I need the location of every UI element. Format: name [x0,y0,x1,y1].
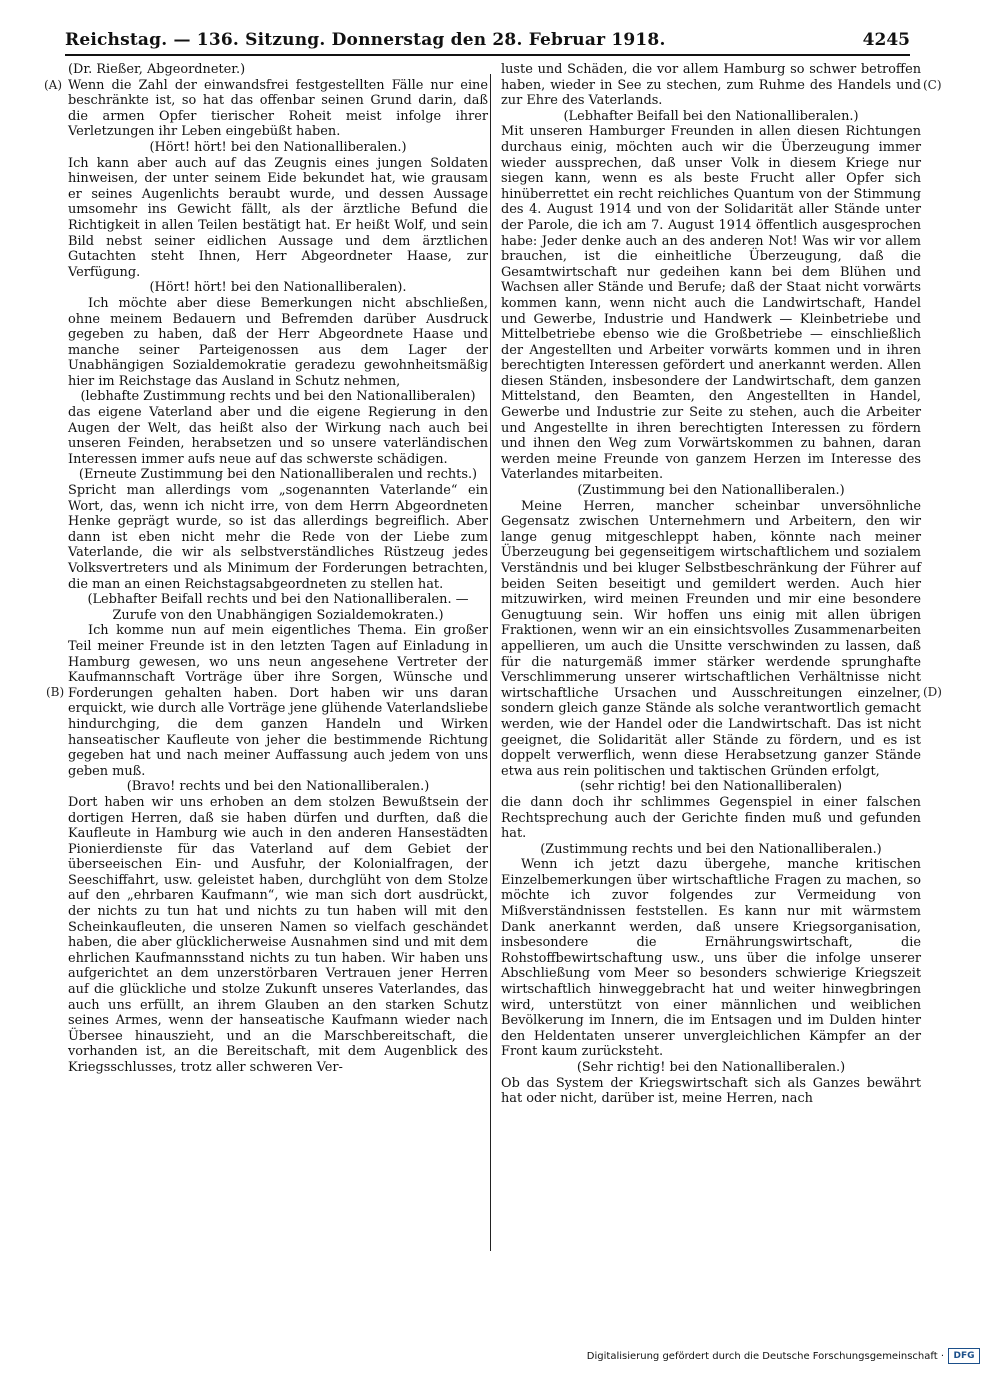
interjection: (Hört! hört! bei den Nationalliberalen.) [149,139,407,155]
paragraph: Spricht man allerdings vom „sogenannten Vaterlande“ ein Wort, das, wenn ich nicht irre, von dem Herrn Abgeordneten Henke geprägt wurde, so ist das allerdings begreiflich. Aber dann ist eben nicht mehr die Rede von der Liebe zum Vaterlande, die wir als selbstverständliches Rüstzeug jedes Volksvertreters und als Minimum der Forderungen betrachten, die man an einen Reichstagsabgeordneten zu stellen hat. [68,483,488,592]
interjection: (sehr richtig! bei den Nationalliberalen) [579,779,843,795]
paragraph: Ich möchte aber diese Bemerkungen nicht abschließen, ohne meinem Bedauern und Befremden darüber Ausdruck gegeben zu haben, daß der Herr Abgeordnete Haase und manche seiner Parteigenossen aus dem Lager der Unabhängigen Sozialdemokratie geradezu gewohnheitsmäßig hier im Reichstage das Ausland in Schutz nehmen, [68,295,488,389]
paragraph: Ich komme nun auf mein eigentliches Thema. Ein großer Teil meiner Freunde ist in den letzten Tagen auf Einladung in Hamburg gewesen, wo uns neun angesehene Vertreter der Kaufmannschaft Vorträge über ihre Sorgen, Wünsche und Forderungen gehalten haben. Dort haben wir uns daran erquickt, wie durch alle Vorträge jene glühende Vaterlandsliebe hindurchging, die dem ganzen Handeln und Wirken hanseatischer Kaufleute von jeher die bestimmende Richtung gegeben hat und nach meiner Auffassung auch jedem von uns geben muß. [68,623,488,779]
paragraph: Wenn die Zahl der einwandsfrei festgestellten Fälle nur eine beschränkte ist, so hat das offenbar seinen Grund darin, daß die armen Opfer tierischer Roheit meist infolge ihrer Verletzungen ihr Leben eingebüßt haben. [68,77,488,140]
page-number: 4245 [862,30,910,50]
paragraph: Dort haben wir uns erhoben an dem stolzen Bewußtsein der dortigen Herren, daß sie haben dürfen und durften, daß die Kaufleute in Hamburg wie auch in den anderen Hansestädten Pionierdienste für das Vaterland auf dem Gebiet der überseeischen Ein- und Ausfuhr, der Kolonialfragen, der Seeschiffahrt, usw. geleistet haben, durchglüht von dem Stolze auf den „ehrbaren Kaufmann“, wie man sich dort ausdrückt, der nichts zu tun hat und nichts zu tun haben will mit den Scheinkaufleuten, die unseren Namen so vielfach geschändet haben, die aber glücklicherweise Ausnahmen sind und mit dem ehrlichen Kaufmannsstand nichts zu tun haben. Wir haben uns aufgerichtet an dem unzerstörbaren Vertrauen jener Herren auf die glückliche und stolze Zukunft unseres Vaterlandes, das auch uns erfüllt, an ihrem Glauben an den starken Schutz seines Armes, wenn der hanseatische Kaufmann wieder nach Übersee hinauszieht, und an die Marschbereitschaft, die vorhanden ist, an die Bereitschaft, mit dem Augenblick des Kriegsschlusses, trotz aller schweren Ver- [68,794,488,1075]
dfg-logo-icon: DFG [948,1348,980,1364]
margin-mark-a: (A) [44,78,63,92]
margin-mark-c: (C) [923,78,942,92]
left-column [68,62,488,1076]
footer [587,1345,980,1367]
interjection: (Lebhafter Beifall rechts und bei den Nationalliberalen. — Zurufe von den Unabhängigen Sozialdemokraten.) [87,592,469,623]
interjection: (Hört! hört! bei den Nationalliberalen). [149,280,407,296]
interjection: (Zustimmung rechts und bei den Nationalliberalen.) [540,841,882,857]
interjection: (Lebhafter Beifall bei den Nationalliberalen.) [563,108,859,124]
interjection: (Zustimmung bei den Nationalliberalen.) [577,483,845,499]
column-divider [490,74,491,1251]
paragraph: Ich kann aber auch auf das Zeugnis eines jungen Soldaten hinweisen, der unter seinem Eide bekundet hat, wie grausam er seines Augenlichts beraubt wurde, und dessen Aussage umsomehr ins Gewicht fällt, als der ärztliche Befund die Richtigkeit in allen Teilen bestätigt hat. Er heißt Wolf, und sein Bild nebst seiner eidlichen Aussage und dem ärztlichen Gutachten steht Ihnen, Herr Abgeordneter Haase, zur Verfügung. [68,155,488,280]
paragraph: Wenn ich jetzt dazu übergehe, manche kritischen Einzelbemerkungen über wirtschaftliche Fragen zu machen, so möchte ich zuvor folgendes zur Vermeidung von Mißverständnissen feststellen. Es kann nur mit wärmstem Dank anerkannt werden, daß unsere Kriegsorganisation, insbesondere die Ernährungswirtschaft, die Rohstoffbewirtschaftung usw., uns über die infolge unserer Abschließung vom Meer so besonders schwierige Kriegszeit wirtschaftlich hinweggebracht hat und weiter hinwegbringen wird, unterstützt von einer männlichen und weiblichen Bevölkerung im Innern, die im Entsagen und im Dulden hinter den Heldentaten unserer unvergleichlichen Kämpfer an der Front kaum zurücksteht. [501,857,921,1060]
paragraph: luste und Schäden, die vor allem Hamburg so schwer betroffen haben, wieder in See zu stechen, zum Ruhme des Handels und zur Ehre des Vaterlands. [501,62,921,109]
interjection: (Sehr richtig! bei den Nationalliberalen.) [576,1060,846,1075]
paragraph: das eigene Vaterland aber und die eigene Regierung in den Augen der Welt, das heißt also der Wirkung nach auch bei unseren Feinden, herabsetzen und so unsere vaterländischen Interessen immer aufs neue auf das schwerste schädigen. [68,405,488,467]
paragraph: Ob das System der Kriegswirtschaft sich als Ganzes bewährt hat oder nicht, darüber ist, meine Herren, nach [501,1075,921,1107]
paragraph: Mit unseren Hamburger Freunden in allen diesen Richtungen durchaus einig, möchten auch wir die Überzeugung immer wieder aussprechen, daß unser Volk in diesem Kriege nur siegen kann, wenn es als beste Frucht aller Opfer sich hinüberrettet ein recht reichliches Quantum von der Stimmung des 4. August 1914 und von der Solidarität aller Stände unter der Parole, die ich am 7. August 1914 öffentlich ausgesprochen habe: Jeder denke auch an des anderen Not! Was wir vor allem brauchen, ist die einheitliche Überzeugung, daß die Gesamtwirtschaft nur gedeihen kann bei dem Blühen und Wachsen aller Stände und Berufe; daß der Staat nicht vorwärts kommen kann, wenn nicht auch die Landwirtschaft, Handel und Gewerbe, Industrie und Handwerk — Kleinbetriebe und Mittelbetriebe ebenso wie die Großbetriebe — einschließlich der Angestellten und Arbeiter vorwärts kommen und in ihren berechtigten Interessen gefördert und anerkannt werden. Allen diesen Ständen, insbesondere der Landwirtschaft, dem ganzen Mittelstand, den Beamten, den Angestellten in Handel, Gewerbe und Industrie zur Seite zu stehen, auch die Arbeiter und Angestellte in ihren berechtigten Interessen zu fördern und ihnen den Weg zum Vorwärtskommen zu bahnen, daran werden meine Freunde von ganzem Herzen im Interesse des Vaterlandes mitarbeiten. [501,124,921,483]
interjection: (Bravo! rechts und bei den Nationalliberalen.) [126,779,430,795]
speaker-label: (Dr. Rießer, Abgeordneter.) [68,62,246,77]
paragraph: Meine Herren, mancher scheinbar unversöhnliche Gegensatz zwischen Unternehmern und Arbeitern, den wir lange genug mitgeschleppt haben, könnte nach meiner Überzeugung bei gegenseitigem wirtschaftlichem und sozialem Verständnis und bei kluger Selbstbeschränkung der Führer auf beiden Seiten beseitigt und gemildert werden. Auch hier mitzuwirken, wird meinen Freunden und mir eine besondere Genugtuung sein. Wir hoffen uns einig mit allen übrigen Fraktionen, wenn wir an ein einsichtsvolles Zusammenarbeiten appellieren, um auch die Unsitte verschwinden zu lassen, daß für die naturgemäß immer stärker werdende sprunghafte Verschlimmerung unserer wirtschaftlichen Verhältnisse nicht wirtschaftliche Ursachen und Ausschreitungen einzelner, sondern gleich ganze Stände als solche verantwortlich gemacht werden, wie der Handel oder die Landwirtschaft. Das ist nicht geeignet, die Solidarität aller Stände zu fördern, und es ist doppelt verwerflich, wenn diese Herabsetzung ganzer Stände etwa aus rein politischen und taktischen Gründen erfolgt, [501,498,921,779]
interjection: (Erneute Zustimmung bei den Nationalliberalen und rechts.) [78,467,478,483]
page-header [65,28,910,56]
margin-mark-d: (D) [923,685,942,699]
interjection: (lebhafte Zustimmung rechts und bei den Nationalliberalen) [80,389,476,405]
margin-mark-b: (B) [46,685,65,699]
running-head: Reichstag. — 136. Sitzung. Donnerstag den 28. Februar 1918. [65,30,666,50]
paragraph: die dann doch ihr schlimmes Gegenspiel in einer falschen Rechtsprechung auch der Gerichte finden muß und gefunden hat. [501,794,921,842]
right-column [501,62,921,1107]
footer-credit: Digitalisierung gefördert durch die Deutsche Forschungsgemeinschaft · [586,1350,944,1362]
